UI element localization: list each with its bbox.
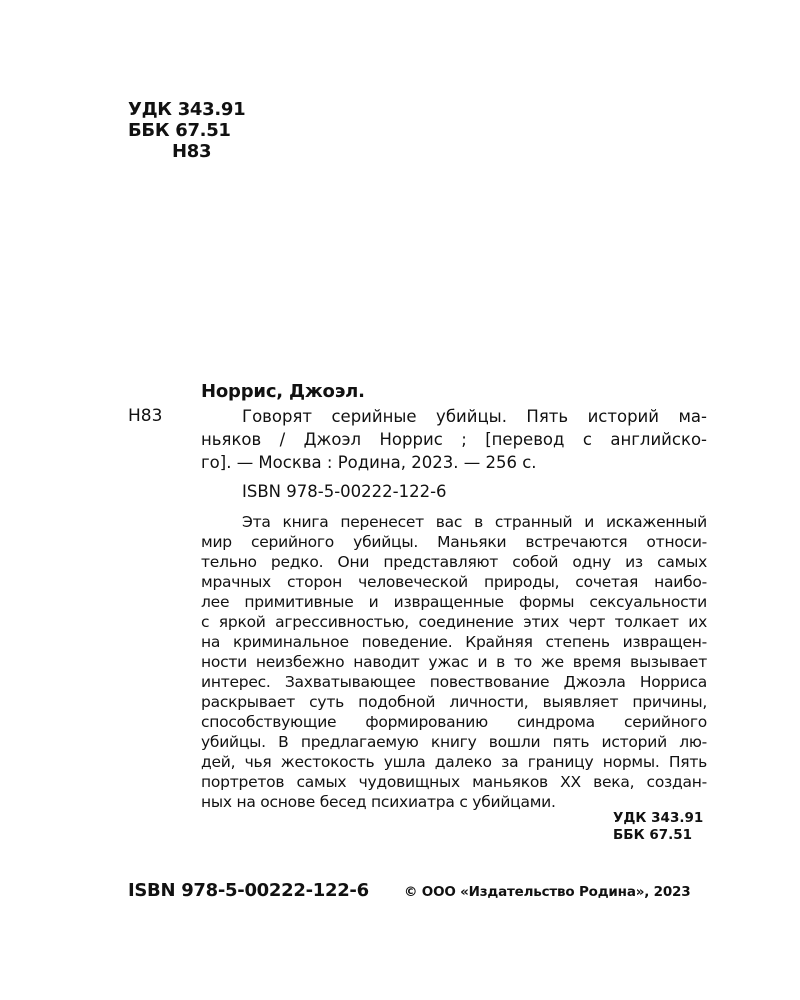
annotation-line: на криминальное поведение. Крайняя степень извращен-	[201, 633, 707, 651]
annotation-line: мрачных сторон человеческой природы, сочетая наибо-	[201, 573, 707, 591]
record-line-1: Говорят серийные убийцы. Пять историй ма-	[242, 407, 707, 426]
annotation-line: ных на основе бесед психиатра с убийцами.	[201, 793, 556, 811]
annotation-line: раскрывает суть подобной личности, выявляет причины,	[201, 693, 707, 711]
annotation-line: дей, чья жестокость ушла далеко за границу нормы. Пять	[201, 753, 707, 771]
annotation-bbk: ББК 67.51	[613, 827, 693, 843]
annotation-line: лее примитивные и извращенные формы сексуальности	[201, 593, 707, 611]
annotation-line: тельно редко. Они представляют собой одну из самых	[201, 553, 707, 571]
record-line-3: го]. — Москва : Родина, 2023. — 256 с.	[201, 453, 537, 472]
footer-isbn: ISBN 978-5-00222-122-6	[128, 880, 369, 901]
udk-code: УДК 343.91	[128, 99, 246, 120]
annotation-udk: УДК 343.91	[613, 810, 704, 826]
annotation-line: портретов самых чудовищных маньяков XX века, создан-	[201, 773, 707, 791]
annotation-line: интерес. Захватывающее повествование Джоэла Норриса	[201, 673, 707, 691]
annotation-line: Эта книга перенесет вас в странный и искаженный	[242, 513, 707, 531]
bbk-code: ББК 67.51	[128, 120, 231, 141]
record-line-2: ньяков / Джоэл Норрис ; [перевод с английско-	[201, 430, 707, 449]
annotation-line: с яркой агрессивностью, соединение этих черт толкает их	[201, 613, 707, 631]
author-mark: Н83	[172, 141, 212, 162]
record-author-mark: Н83	[128, 406, 163, 426]
footer-copyright: © ООО «Издательство Родина», 2023	[404, 884, 691, 900]
annotation-line: способствующие формированию синдрома серийного	[201, 713, 707, 731]
record-author: Норрис, Джоэл.	[201, 381, 365, 402]
annotation-line: мир серийного убийцы. Маньяки встречаются относи-	[201, 533, 707, 551]
record-isbn: ISBN 978-5-00222-122-6	[242, 482, 447, 501]
annotation-line: ности неизбежно наводит ужас и в то же время вызывает	[201, 653, 707, 671]
annotation-line: убийцы. В предлагаемую книгу вошли пять историй лю-	[201, 733, 707, 751]
